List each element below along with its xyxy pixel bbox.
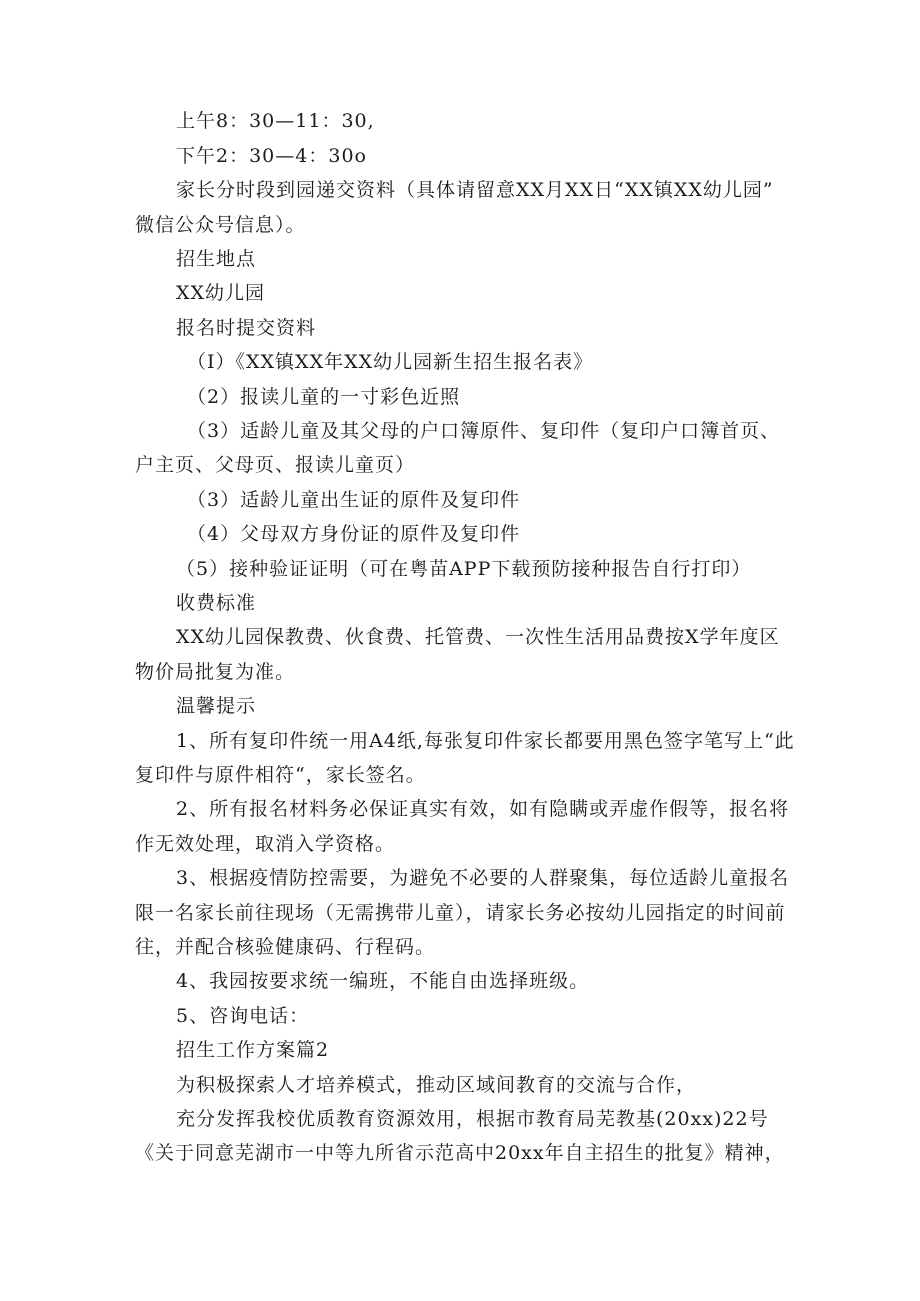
list-item: （5）接种验证证明（可在粤苗APP下载预防接种报告自行打印） <box>176 558 752 580</box>
section-heading: 收费标准 <box>176 592 257 614</box>
text-line: 《关于同意芜湖市一中等九所省示范高中20xx年自主招生的批复》精神， <box>135 1142 785 1164</box>
text-line: 上午8：30—11：30, <box>176 110 375 132</box>
text-line: 2、所有报名材料务必保证真实有效，如有隐瞒或弄虚作假等，报名将 <box>176 798 790 820</box>
text-line: 5、咨询电话： <box>176 1005 310 1027</box>
list-item: （2）报读儿童的一寸彩色近照 <box>187 386 461 408</box>
text-line: 下午2：30—4：30o <box>176 145 367 167</box>
text-line: 微信公众号信息）。 <box>135 214 306 236</box>
text-line: 复印件与原件相符“，家长签名。 <box>135 764 426 786</box>
text-line: 充分发挥我校优质教育资源效用，根据市教育局芜教基(20xx)22号 <box>176 1108 769 1130</box>
text-line: 1、所有复印件统一用A4纸,每张复印件家长都要用黑色签字笔写上“此 <box>176 730 795 752</box>
text-line: 限一名家长前往现场（无需携带儿童），请家长务必按幼儿园指定的时间前 <box>135 902 786 924</box>
list-item: （3）适龄儿童及其父母的户口簿原件、复印件（复印户口簿首页、 <box>187 420 781 442</box>
text-line: 作无效处理，取消入学资格。 <box>135 833 396 855</box>
text-line: 户主页、父母页、报读儿童页） <box>135 454 416 476</box>
text-line: XX幼儿园保教费、伙食费、托管费、一次性生活用品费按X学年度区 <box>176 626 780 648</box>
section-heading: 报名时提交资料 <box>176 317 317 339</box>
text-line: 物价局批复为准。 <box>135 661 296 683</box>
text-line: 为积极探索人才培养模式，推动区域间教育的交流与合作， <box>176 1074 697 1096</box>
section-heading: 温馨提示 <box>176 695 257 717</box>
list-item: （4）父母双方身份证的原件及复印件 <box>187 523 521 545</box>
text-line: XX幼儿园 <box>176 282 266 304</box>
list-item: （I）《XX镇XX年XX幼儿园新生招生报名表》 <box>187 351 594 373</box>
list-item: （3）适龄儿童出生证的原件及复印件 <box>187 489 521 511</box>
text-line: 家长分时段到园递交资料（具体请留意XX月XX日“XX镇XX幼儿园” <box>176 179 774 201</box>
section-heading: 招生地点 <box>176 248 257 270</box>
text-line: 3、根据疫情防控需要，为避免不必要的人群聚集，每位适龄儿童报名 <box>176 867 790 889</box>
text-line: 4、我园按要求统一编班，不能自由选择班级。 <box>176 970 590 992</box>
section-heading: 招生工作方案篇2 <box>176 1039 330 1061</box>
text-line: 往，并配合核验健康码、行程码。 <box>135 936 436 958</box>
